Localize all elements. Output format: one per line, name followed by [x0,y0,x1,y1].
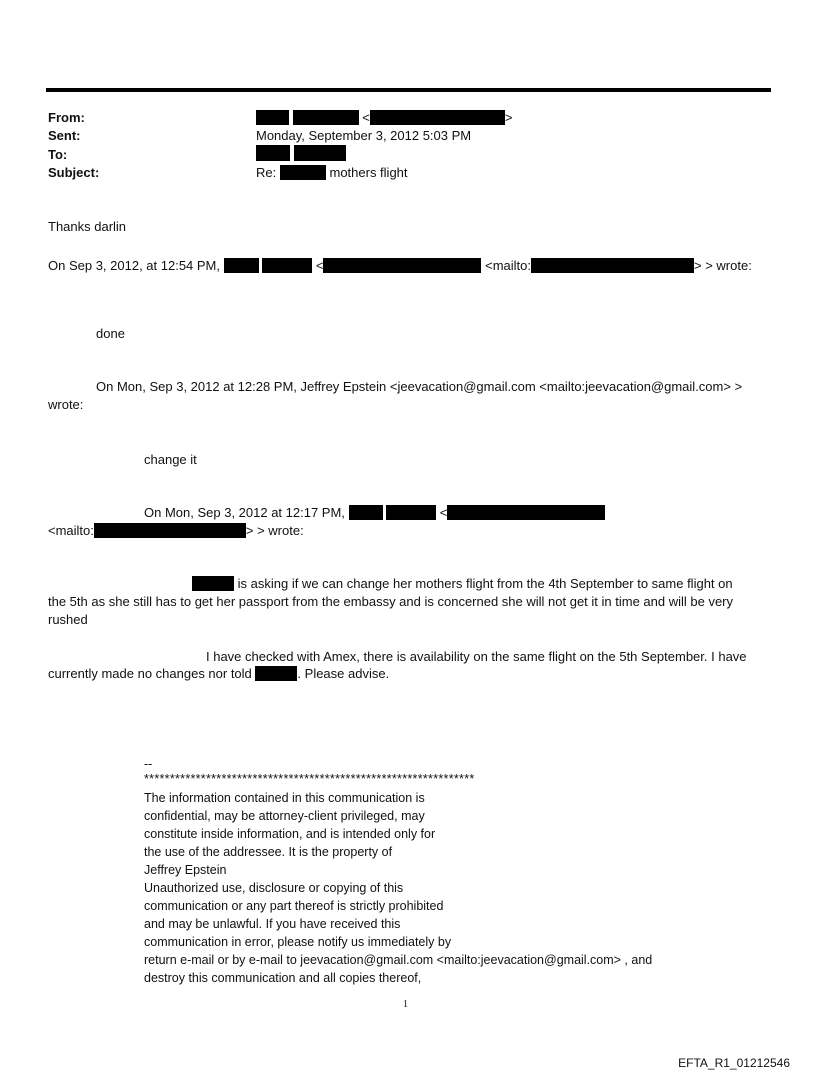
bates-number: EFTA_R1_01212546 [678,1056,790,1070]
header-rule [46,88,771,92]
quote3-line2: <mailto: > > wrote: [48,523,304,538]
subject-label: Subject: [48,165,100,180]
redaction [386,505,436,520]
disclaimer-dashes: -- [144,757,153,771]
para2-line1: I have checked with Amex, there is availability on the same flight on the 5th September. I have [206,649,747,664]
redaction [256,145,290,161]
redaction [293,110,359,125]
disclaimer-line: the use of the addressee. It is the property of [144,845,393,859]
redaction [349,505,383,520]
disclaimer-line: constitute inside information, and is intended only for [144,827,436,841]
para1-line2: the 5th as she still has to get her passport from the embassy and is concerned she will not get it in time and will be very [48,594,734,609]
quote1-line: On Sep 3, 2012, at 12:54 PM, < <mailto: > > wrote: [48,258,752,273]
redaction [192,576,234,591]
from-label: From: [48,110,85,125]
redaction [447,505,605,520]
page-number: 1 [403,999,408,1010]
to-value [256,145,346,162]
disclaimer-line: communication or any part thereof is strictly prohibited [144,899,444,913]
quote2-line1: On Mon, Sep 3, 2012 at 12:28 PM, Jeffrey Epstein <jeevacation@gmail.com <mailto:jeevacation@gmail.com> > [96,379,743,394]
disclaimer-line: Jeffrey Epstein [144,863,227,877]
disclaimer-line: destroy this communication and all copies thereof, [144,971,422,985]
disclaimer-line: confidential, may be attorney-client privileged, may [144,809,425,823]
redaction [531,258,694,273]
to-label: To: [48,147,68,162]
from-value: < > [256,109,512,126]
redaction [370,110,505,125]
disclaimer-line: Unauthorized use, disclosure or copying of this [144,881,404,895]
disclaimer-line: and may be unlawful. If you have received this [144,917,401,931]
disclaimer-line: return e-mail or by e-mail to jeevacation@gmail.com <mailto:jeevacation@gmail.com> , and [144,953,653,967]
disclaimer-stars: **************************************************************** [144,772,475,786]
para1-line3: rushed [48,612,88,627]
reply-text: Thanks darlin [48,219,127,234]
para1-line1: is asking if we can change her mothers flight from the 4th September to same flight on [192,575,733,592]
redaction [224,258,259,273]
disclaimer-line: communication in error, please notify us immediately by [144,935,452,949]
quote3-line1: On Mon, Sep 3, 2012 at 12:17 PM, < [144,504,605,521]
redaction [323,258,481,273]
redaction [255,666,297,681]
subject-value: Re: mothers flight [256,165,408,180]
redaction [294,145,346,161]
redaction [94,523,246,538]
redaction [280,165,326,180]
sent-label: Sent: [48,128,81,143]
change-it-text: change it [144,452,197,467]
disclaimer-line: The information contained in this communication is [144,791,425,805]
para2-line2: currently made no changes nor told . Please advise. [48,666,390,681]
redaction [262,258,312,273]
quote2-line2: wrote: [48,397,84,412]
sent-value: Monday, September 3, 2012 5:03 PM [256,128,472,143]
done-text: done [96,326,125,341]
redaction [256,110,289,125]
